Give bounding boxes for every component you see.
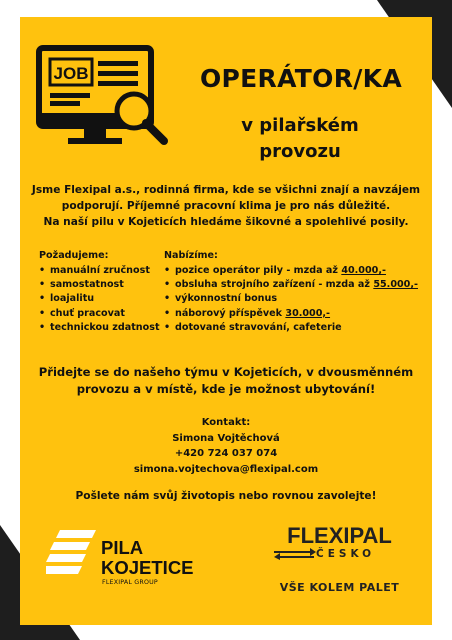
job-label: JOB bbox=[53, 64, 89, 83]
subtitle-line: provozu bbox=[259, 141, 341, 162]
intro-line: podporují. Příjemné pracovní klima je pro nás důležité. bbox=[61, 200, 391, 212]
list-item: • technickou zdatnost bbox=[39, 321, 160, 335]
call-to-action bbox=[20, 364, 432, 398]
requirements-heading: Požadujeme: bbox=[39, 250, 109, 261]
bonus-amount: 30.000,- bbox=[285, 307, 331, 319]
list-item: • loajalitu bbox=[39, 292, 160, 306]
requirements-list bbox=[39, 264, 160, 335]
list-item bbox=[164, 307, 418, 321]
intro-line: Jsme Flexipal a.s., rodinná firma, kde se všichni znají a navzájem bbox=[31, 184, 421, 196]
subtitle-line: v pilařském bbox=[241, 115, 359, 136]
list-item: • manuální zručnost bbox=[39, 264, 160, 278]
job-monitor-icon bbox=[34, 43, 174, 153]
list-item bbox=[164, 278, 418, 292]
cta-line: Přidejte se do našeho týmu v Kojeticích, v dvousměnném bbox=[38, 365, 414, 379]
salary-amount: 40.000,- bbox=[341, 265, 386, 276]
logo-line: KOJETICE bbox=[101, 557, 194, 578]
contact-phone: +420 724 037 074 bbox=[174, 448, 278, 459]
logo-line: PILA bbox=[101, 537, 144, 558]
send-cv-text: Pošlete nám svůj životopis nebo rovnou zavolejte! bbox=[75, 490, 377, 502]
cta-line: provozu a v místě, kde je možnost ubytování! bbox=[76, 382, 376, 396]
offer-list bbox=[164, 264, 418, 335]
list-item bbox=[164, 264, 418, 278]
contact-block bbox=[20, 415, 432, 477]
flexipal-country: ČESKO bbox=[316, 548, 376, 560]
flexipal-group-label: FLEXIPAL GROUP bbox=[102, 579, 158, 586]
job-poster bbox=[20, 17, 432, 625]
offer-text: náborový příspěvek bbox=[175, 307, 286, 319]
offer-heading: Nabízíme: bbox=[164, 250, 218, 261]
salary-amount: 55.000,- bbox=[373, 279, 418, 291]
requirements-section bbox=[39, 250, 160, 335]
list-item: • dotované stravování, cafeterie bbox=[164, 321, 418, 335]
contact-email: simona.vojtechova@flexipal.com bbox=[133, 463, 319, 475]
pila-kojetice-logo bbox=[101, 538, 194, 578]
offer-text: obsluha strojního zařízení - mzda až bbox=[175, 279, 374, 291]
intro-text bbox=[20, 182, 432, 230]
list-item: • samostatnost bbox=[39, 278, 160, 292]
list-item: • chuť pracovat bbox=[39, 307, 160, 321]
subtitle bbox=[220, 113, 380, 165]
offer-section bbox=[164, 250, 418, 335]
flexipal-logo: FLEXIPAL bbox=[287, 523, 392, 548]
contact-name: Simona Vojtěchová bbox=[172, 432, 280, 444]
contact-heading: Kontakt: bbox=[201, 417, 251, 428]
list-item: • výkonnostní bonus bbox=[164, 292, 418, 306]
offer-text: pozice operátor pily - mzda až bbox=[175, 265, 342, 276]
page-title: OPERÁTOR/KA bbox=[199, 64, 403, 93]
intro-line: Na naší pilu v Kojeticích hledáme šikovné a spolehlivé posily. bbox=[43, 216, 409, 228]
flexipal-slogan: VŠE KOLEM PALET bbox=[279, 581, 400, 594]
pila-stripes-icon bbox=[46, 530, 98, 578]
